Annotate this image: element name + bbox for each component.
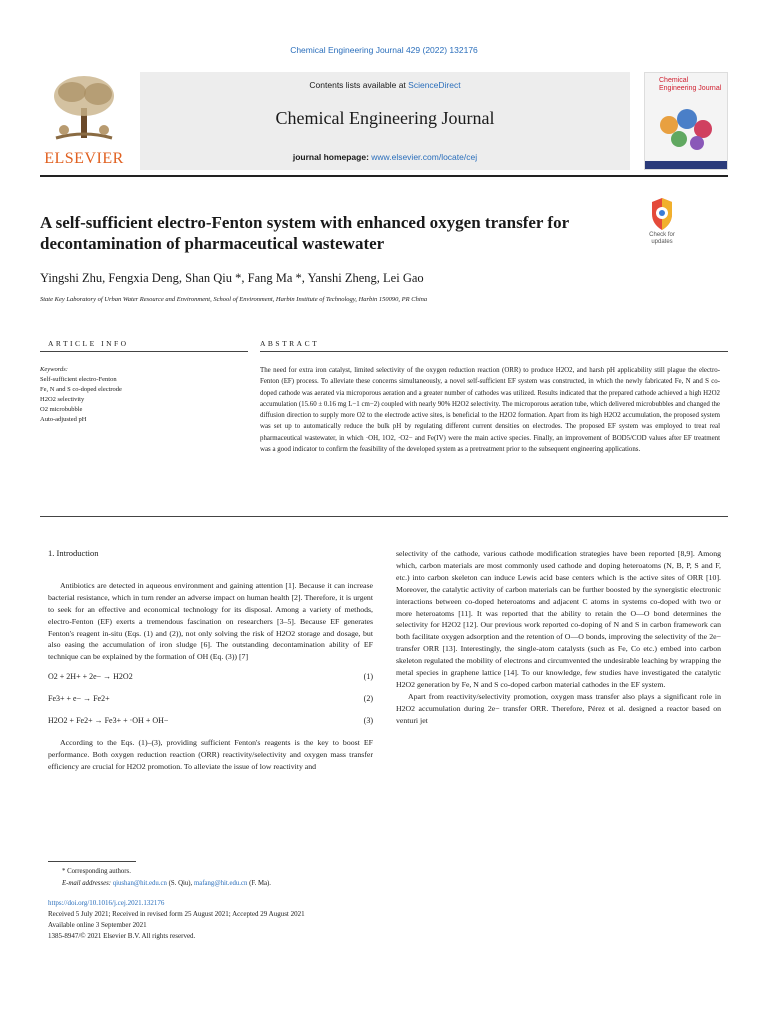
homepage-prefix: journal homepage:: [292, 152, 372, 162]
keyword-item: H2O2 selectivity: [40, 396, 85, 403]
keyword-item: Auto-adjusted pH: [40, 416, 87, 423]
body-paragraph: selectivity of the cathode, various cathode modification strategies have been reported [8,9]. Among which, carbon materials are most commonly used cathode and doping heteroatoms (N, B, P, S and F, etc.) into carbon skeleton can induce Lewis acid base centers which is the active sites of ORR [10]. Moreover, the catalytic activity of carbon materials can be further boosted by the synergistic electronic interactions between co-doped heteroatoms and adjacent C atoms in systems co-doped with two or more heteroatoms [11]. It was reported that the ability to retain the O—O bond determines the selectivity for H2O2 [12]. Our previous work reported co-doping of N and S in carbon framework can both facilitate oxygen adsorption and the retention of O—O bonds, improving the selectivity of the 2e− transfer ORR [13]. Interestingly, the single-atom catalysts (such as Fe, Co etc.) embed into carbon skeleton regulated the mobility of electrons and circumvented the undesirable leaching by wrapping the metal species in graphene lattice [14]. To our knowledge, few studies have investigated the catalytic H2O2 generation by Fe, N and S co-doped carbon material cathodes in the EF system.: [396, 549, 721, 689]
article-info-rule: [40, 351, 248, 352]
section-heading-introduction: 1. Introduction: [48, 548, 99, 558]
body-column-left: [48, 548, 373, 773]
author-list: Yingshi Zhu, Fengxia Deng, Shan Qiu *, Fang Ma *, Yanshi Zheng, Lei Gao: [40, 271, 424, 285]
corresponding-authors-note: * Corresponding authors.: [62, 868, 131, 875]
publication-info: [48, 898, 568, 942]
keywords-block: [40, 365, 210, 425]
elsevier-logo[interactable]: [40, 72, 128, 170]
cover-title: Chemical Engineering Journal: [659, 77, 722, 92]
journal-masthead: [40, 72, 728, 172]
homepage-link[interactable]: www.elsevier.com/locate/cej: [371, 152, 478, 162]
contents-line: [140, 80, 630, 90]
abstract-heading: ABSTRACT: [260, 339, 320, 348]
keywords-label: Keywords:: [40, 366, 68, 373]
equation-expression: H2O2 + Fe2+ → Fe3+ + ·OH + OH−: [48, 716, 169, 726]
abstract-body: [260, 365, 720, 455]
cover-art-icon: [655, 105, 717, 155]
keyword-item: O2 microbubble: [40, 406, 83, 413]
article-info-heading: ARTICLE INFO: [48, 339, 129, 348]
elsevier-tree-icon: [46, 72, 122, 144]
keyword-item: Fe, N and S co-doped electrode: [40, 386, 122, 393]
email-owner: (F. Ma).: [247, 879, 272, 887]
journal-cover-thumbnail[interactable]: [644, 72, 728, 170]
abstract-bottom-rule: [40, 516, 728, 517]
journal-title: Chemical Engineering Journal: [275, 108, 495, 128]
email-link[interactable]: qiushan@hit.edu.cn: [112, 879, 167, 887]
email-owner: (S. Qiu),: [166, 879, 194, 887]
body-paragraph: Apart from reactivity/selectivity promotion, oxygen mass transfer also plays a significant role in H2O2 accumulation during 2e− transfer ORR. Therefore, Pérez et al. designed a reactor based on venturi jet: [396, 691, 721, 725]
email-link[interactable]: mafang@hit.edu.cn: [193, 879, 248, 887]
masthead-center: [140, 72, 630, 170]
available-online: Available online 3 September 2021: [48, 921, 147, 929]
equation-2: [48, 693, 373, 705]
keyword-item: Self-sufficient electro-Fenton: [40, 376, 117, 383]
footnote-rule: [48, 861, 136, 862]
homepage-line: [140, 152, 630, 162]
check-for-updates-label[interactable]: Check for updates: [649, 232, 675, 245]
body-column-right: [396, 548, 721, 727]
elsevier-wordmark: ELSEVIER: [44, 150, 124, 167]
sciencedirect-link[interactable]: ScienceDirect: [408, 80, 461, 90]
copyright: 1385-8947/© 2021 Elsevier B.V. All rights reserved.: [48, 932, 196, 940]
affiliation: State Key Laboratory of Urban Water Resource and Environment, School of Environment, Harbin Institute of Technology, Harbin 150090, PR China: [40, 296, 428, 303]
equation-expression: O2 + 2H+ + 2e− → H2O2: [48, 672, 133, 682]
equation-3: [48, 715, 373, 727]
abstract-rule: [260, 351, 728, 352]
equation-expression: Fe3+ + e− → Fe2+: [48, 694, 110, 704]
equation-number[interactable]: (1): [363, 672, 373, 682]
contents-prefix: Contents lists available at: [309, 80, 409, 90]
check-for-updates-icon[interactable]: [648, 196, 676, 232]
cover-bar: [645, 161, 727, 169]
masthead-rule: [40, 175, 728, 177]
email-label: E-mail addresses:: [62, 879, 113, 887]
body-paragraph: Antibiotics are detected in aqueous environment and gaining attention [1]. Because it can increase bacterial resistance, which in turn render an adverse impact on human health [2]. Therefore, it is urgent to seek for an effective and economical technology for its disposal. Among a variety of methods, electro-Fenton (EF) exerts a tremendous fascination on researchers [3–5]. Because EF generates Fenton's reagent in-situ (Eqs. (1) and (2)), not only solving the risk of H2O2 storage and dosage, but also easing the accumulation of iron sludge [6]. The outstanding decontamination ability of EF technique can be explained by the formation of OH (Eq. (3)) [7]: [48, 580, 373, 662]
abstract-paragraph: The need for extra iron catalyst, limited selectivity of the oxygen reduction reaction (ORR) to produce H2O2, and harsh pH applicability still plague the electro-Fenton (EF) process. To alleviate these concerns simultaneously, a novel self-sufficient EF system was constructed, in which the newly fabricated Fe, N and S co-doped cathode was aerated via microporous aeration and a greater number of cathodes was utilized. Results indicated that the prepared cathode achieved a high H2O2 accumulation (15.60 ± 0.16 mg L−1 cm−2) coupled with nearly 90% H2O2 selectivity. The microporous aeration tube, which delivered microbubbles and changed the diffusion direction to supply more O2 to the electrode active sites, is beneficial to the H2O2 formation. Apart from its high H2O2 accumulation, the proposed system was set up to automatically reduce the bulk pH by regulating different current densities on electrodes. The proposed EF system was employed to treat real pharmaceutical wastewater, in which ·OH, 1O2, ·O2− and Fe(IV) were the main active species. Finally, an improvement of BOD5/COD values after EF treatment was a good indicator to confirm the feasibility of the developed system as a pretreatment prior to the subsequent engineering applications.: [260, 367, 720, 454]
equation-number[interactable]: (2): [363, 694, 373, 704]
article-title: A self-sufficient electro-Fenton system with enhanced oxygen transfer for decontamination of pharmaceutical wastewater: [40, 213, 569, 253]
doi-link[interactable]: https://doi.org/10.1016/j.cej.2021.132176: [48, 899, 165, 907]
equation-1: [48, 671, 373, 683]
footnotes: [48, 866, 448, 889]
email-addresses: [48, 878, 448, 890]
received-dates: Received 5 July 2021; Received in revised form 25 August 2021; Accepted 29 August 2021: [48, 910, 305, 918]
journal-citation[interactable]: Chemical Engineering Journal 429 (2022) 132176: [290, 45, 478, 55]
equation-number[interactable]: (3): [363, 716, 373, 726]
body-paragraph: According to the Eqs. (1)–(3), providing sufficient Fenton's reagents is the key to boost EF performance. Both oxygen reduction reaction (ORR) reactivity/selectivity and oxygen mass transfer efficiency are crucial for H2O2 promotion. To alleviate the issue of low reactivity and: [48, 737, 373, 771]
